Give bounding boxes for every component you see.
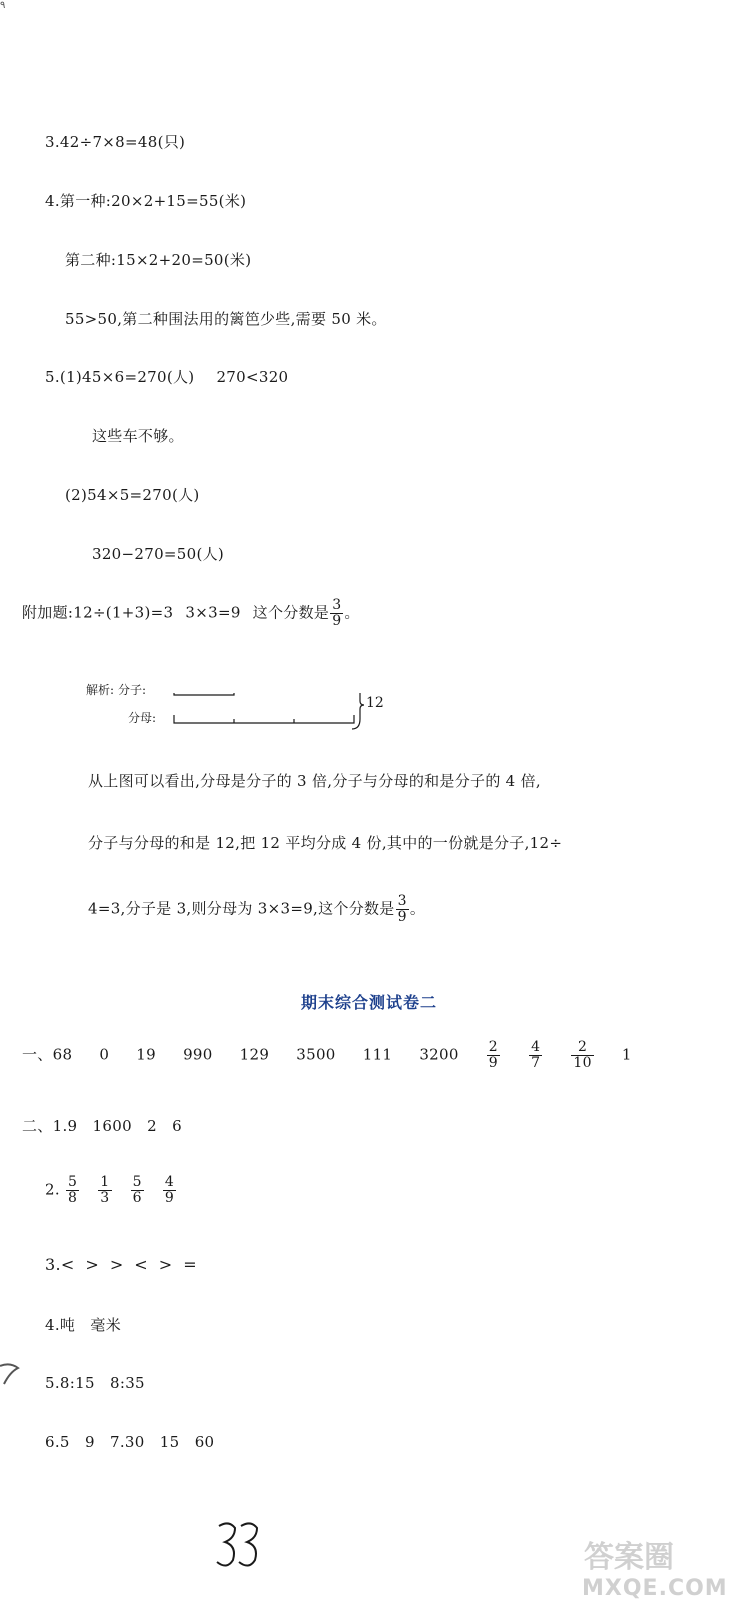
answer-line-3: 3.42÷7×8=48(只) bbox=[45, 133, 186, 151]
watermark-logo bbox=[578, 1535, 738, 1600]
bonus-calc-1: 附加题:12÷(1+3)=3 bbox=[22, 603, 174, 622]
fraction: $\frac{5}{6}$ bbox=[132, 1174, 142, 1206]
diagram-bars bbox=[90, 693, 400, 743]
answer-line-4: 4.第一种:20×2+15=55(米) bbox=[45, 192, 247, 210]
answer-part-2-6: 6.5 9 7.30 15 60 bbox=[45, 1433, 215, 1451]
answer-part-2-3: 3.< > > < > = bbox=[45, 1255, 197, 1274]
answer-part-1: 一、68 0 19 990 129 3500 111 3200 $\frac{2}{9}$ $\frac{4}{7}$ $\frac{2}{10}$ 1 bbox=[22, 1039, 632, 1071]
answer-part-2: 二、1.9 1600 2 6 bbox=[22, 1117, 183, 1135]
answer-line-5-2: (2)54×5=270(人) bbox=[65, 486, 200, 504]
answer-line-5-note: 这些车不够。 bbox=[92, 427, 184, 445]
svg-text:答案圈: 答案圈 bbox=[584, 1540, 674, 1575]
section-title: 期末综合测试卷二 bbox=[300, 993, 437, 1012]
scan-edge-mark bbox=[0, 1362, 20, 1392]
fraction: $\frac{4}{9}$ bbox=[164, 1174, 175, 1206]
denominator-label: 分母: bbox=[128, 711, 157, 725]
bonus-calc-2: 3×3=9 bbox=[185, 603, 241, 622]
fraction: $\frac{4}{7}$ bbox=[531, 1039, 541, 1071]
diagram-total: 12 bbox=[366, 695, 384, 711]
svg-text:33: 33 bbox=[213, 1518, 215, 1519]
answer-5-1: 5.(1)45×6=270(人) bbox=[45, 368, 195, 386]
answer-line-5-3: 320−270=50(人) bbox=[92, 545, 225, 563]
bonus-fraction: $\frac{3}{9}$ bbox=[332, 597, 342, 629]
numerator-label: 分子: bbox=[118, 683, 147, 697]
fraction-diagram bbox=[86, 683, 400, 743]
page-number bbox=[213, 1518, 263, 1578]
answer-line-5 bbox=[45, 366, 288, 387]
answer-part-2-5: 5.8:15 8:35 bbox=[45, 1374, 145, 1392]
answer-part-2-4: 4.吨 毫米 bbox=[45, 1316, 122, 1334]
fraction: $\frac{2}{9}$ bbox=[488, 1039, 499, 1071]
explanation-fraction: $\frac{3}{9}$ bbox=[397, 893, 407, 925]
answer-part-2-2: 2. $\frac{5}{8}$ $\frac{1}{3}$ $\frac{5}{6}$ $\frac{4}{9}$ bbox=[45, 1174, 175, 1206]
svg-text:MXQE.COM: MXQE.COM bbox=[582, 1576, 728, 1600]
explanation-line-3: 4=3,分子是 3,则分母为 3×3=9,这个分数是 $\frac{3}{9}$ 。 bbox=[88, 893, 426, 925]
fraction: $\frac{2}{10}$ bbox=[573, 1039, 592, 1071]
answer-line-4c: 55>50,第二种围法用的篱笆少些,需要 50 米。 bbox=[65, 310, 387, 328]
bonus-answer-text: 这个分数是 bbox=[252, 603, 330, 622]
corner-mark: ٩ bbox=[0, 0, 6, 11]
explanation-line-2: 分子与分母的和是 12,把 12 平均分成 4 份,其中的一份就是分子,12÷ bbox=[88, 834, 563, 852]
bonus-question-line: 附加题:12÷(1+3)=3 3×3=9 这个分数是 $\frac{3}{9}$ 。 bbox=[22, 597, 360, 629]
explanation-line-1: 从上图可以看出,分母是分子的 3 倍,分子与分母的和是分子的 4 倍, bbox=[88, 772, 541, 790]
diagram-title: 解析: bbox=[86, 683, 115, 697]
answer-line-4b: 第二种:15×2+20=50(米) bbox=[65, 251, 252, 269]
fraction: $\frac{1}{3}$ bbox=[100, 1174, 110, 1206]
fraction: $\frac{5}{8}$ bbox=[68, 1174, 78, 1206]
answer-5-compare: 270<320 bbox=[216, 368, 289, 386]
